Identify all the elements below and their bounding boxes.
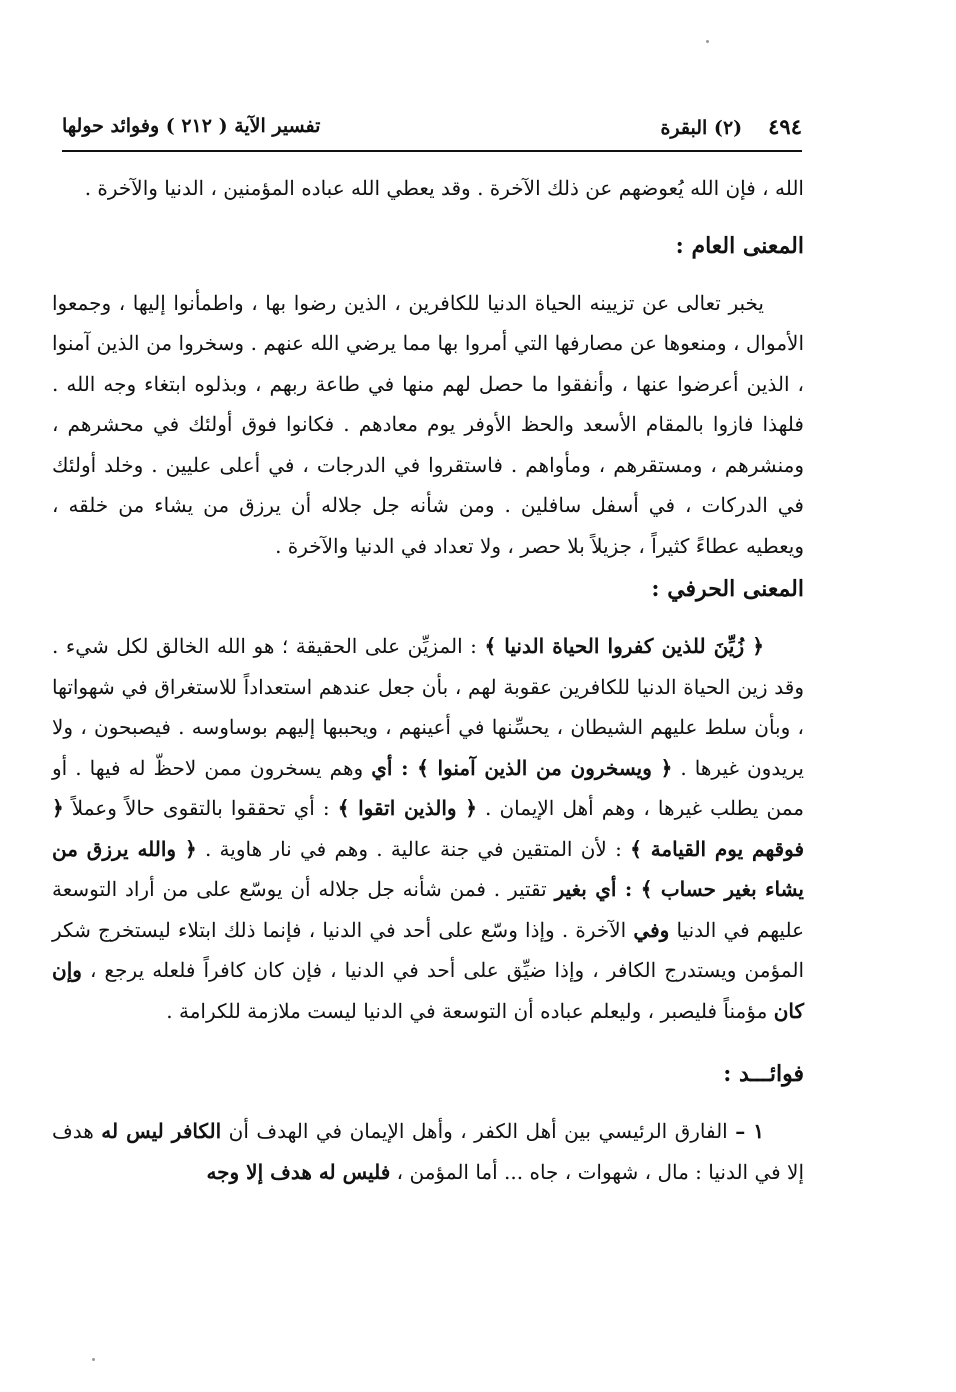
benefits-heading: فوائـــد : <box>723 1061 804 1087</box>
verse-quote: ﴿ زُيِّنَ للذين كفروا الحياة الدنيا ﴾ <box>484 634 764 658</box>
verse-quote: ﴿ فوقهم يوم القيامة ﴾ <box>52 796 805 861</box>
emphasis-text: وفي <box>633 917 670 942</box>
benefit-text: الفارق الرئيسي بين أهل الكفر ، وأهل الإيمان في الهدف أن <box>221 1119 736 1143</box>
header-right-group <box>660 114 802 139</box>
explanation-text: : أي تحققوا بالتقوى حالاً وعملاً <box>63 796 338 820</box>
page-header <box>62 108 802 144</box>
verse-quote: ﴿ والله يرزق من يشاء بغير حساب ﴾ : أي بغير <box>52 836 804 901</box>
intro-paragraph: الله ، فإن الله يُعوضهم عن ذلك الآخرة . وقد يعطي الله عباده المؤمنين ، الدنيا والآخرة . <box>84 176 804 200</box>
surah-name: (٢) البقرة <box>660 116 743 139</box>
verse-quote: ﴿ ويسخرون من الذين آمنوا ﴾ : أي <box>371 755 673 780</box>
benefit-text: هدف إلا في الدنيا : مال ، شهوات ، جاه ... أما المؤمن ، <box>52 1119 804 1184</box>
verse-quote: ﴿ والذين اتقوا ﴾ <box>337 796 477 820</box>
emphasis-text: وإن كان <box>52 958 804 1023</box>
header-divider <box>62 150 802 152</box>
explanation-text: : لأن المتقين في جنة عالية . وهم في نار هاوية . <box>196 836 631 861</box>
general-meaning-heading: المعنى العام : <box>675 232 804 259</box>
explanation-text: : المزيِّن على الحقيقة ؛ هو الله الخالق لكل شيء . وقد زين الحياة الدنيا للكافرين عقوبة لهم ، بأن جعل عندهم استعداداً للاستغراق في شهواتها ، وبأن سلط عليهم الشيطان ، يحسِّنها في أعينهم ، ويحببها إليهم بوساوسه . فيصبحون ، ولا يريدون غيرها . <box>52 634 804 780</box>
benefit-number: ١ – <box>735 1119 764 1143</box>
explanation-text: تقتير . فمن شأنه جل جلاله أن يوسّع على من أراد التوسعة عليهم في الدنيا <box>52 877 804 942</box>
general-meaning-paragraph: يخبر تعالى عن تزيينه الحياة الدنيا للكافرين ، الذين رضوا بها ، واطمأنوا إليها ، وجمعوا الأموال ، ومنعوها عن مصارفها التي أمروا بها مما يرضي الله عنهم . وسخروا من الذين آمنوا ، الذين أعرضوا عنها ، وأنفقوا ما حصل لهم منها في طاعة ربهم ، وبذلوه ابتغاء وجه الله . فلهذا فازوا بالمقام الأسعد والحظ الأوفر يوم معادهم . فكانوا فوق أولئك في محشرهم ، ومنشرهم ، ومستقرهم ، ومأواهم . فاستقروا في الدرجات ، في أعلى عليين . وخلد أولئك في الدركات ، في أسفل سافلين . ومن شأنه جل جلاله أن يرزق من يشاء من خلقه ، ويعطيه عطاءً كثيراً ، جزيلاً بلا حصر ، ولا تعداد في الدنيا والآخرة . <box>52 290 805 558</box>
page-body <box>52 168 804 1192</box>
scan-speck <box>92 1358 95 1361</box>
explanation-text: الآخرة . وإذا وسّع على أحد في الدنيا ، فإنما ذلك ابتلاء ليستخرج شكر المؤمن ويستدرج الكافر ، وإذا ضيِّق على أحد في الدنيا ، فإن كان كافراً فلعله يرجع ، <box>52 917 804 982</box>
emphasis-text: الكافر ليس له <box>101 1119 222 1143</box>
explanation-text: مؤمناً فليصبر ، وليعلم عباده أن التوسعة في الدنيا ليست ملازمة للكرامة . <box>166 998 774 1023</box>
scan-speck <box>706 40 709 43</box>
literal-meaning-paragraph <box>52 626 804 1031</box>
page-number: ٤٩٤ <box>768 113 802 139</box>
literal-meaning-heading: المعنى الحرفي : <box>651 576 804 602</box>
explanation-text: وهم يسخرون ممن لاحظّ له فيها . أو ممن يطلب غيرها ، وهم أهل الإيمان . <box>52 755 805 820</box>
section-title: تفسير الآية ( ٢١٢ ) وفوائد حولها <box>62 115 321 137</box>
emphasis-text: فليس له هدف إلا وجه <box>206 1159 391 1184</box>
benefit-item-1 <box>52 1111 804 1192</box>
